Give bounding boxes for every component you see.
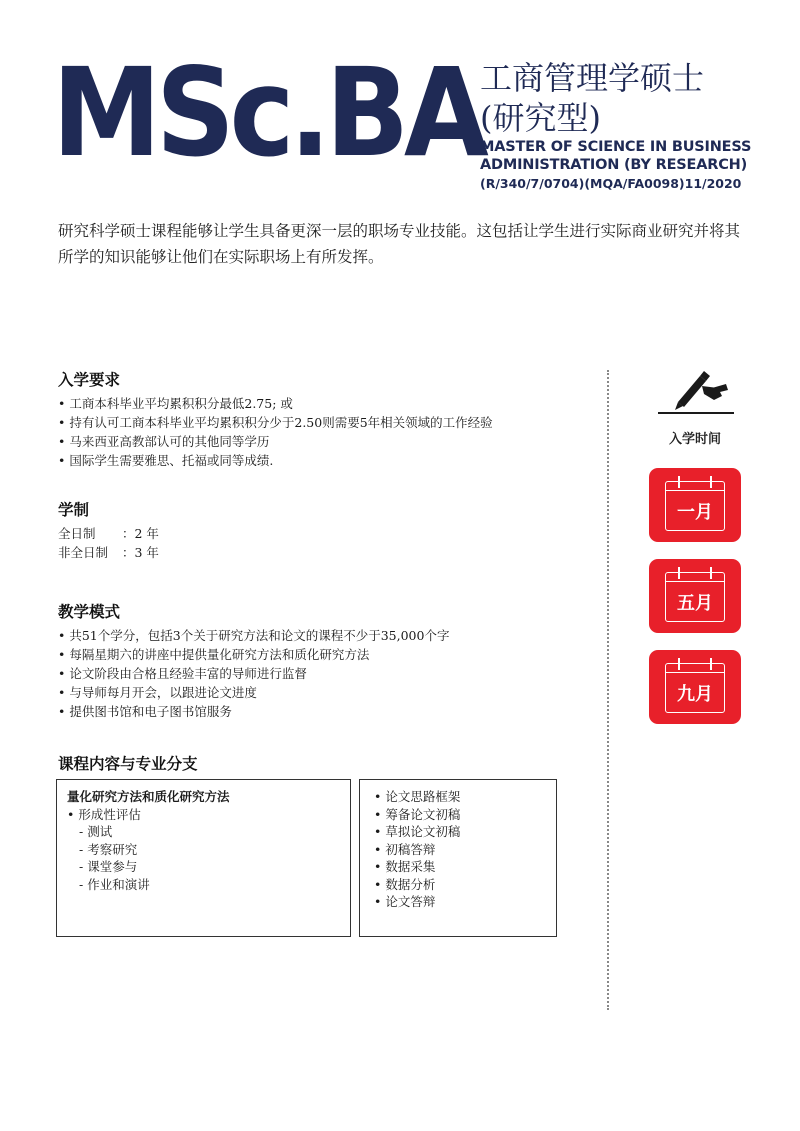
title-en-line-1: MASTER OF SCIENCE IN BUSINESS: [480, 139, 752, 155]
list-item: - 考察研究: [67, 841, 340, 859]
title-cn-line-2: (研究型): [480, 99, 601, 137]
list-item: • 与导师每月开会，以跟进论文进度: [58, 683, 598, 702]
accreditation-code: (R/340/7/0704)(MQA/FA0098)11/2020: [480, 176, 742, 191]
teaching-list: [58, 626, 598, 721]
list-item: • 初稿答辩: [374, 841, 436, 857]
list-item: - 课堂参与: [67, 858, 340, 876]
list-item: • 工商本科毕业平均累积积分最低2.75; 或: [58, 394, 598, 413]
list-item: • 数据分析: [374, 876, 436, 892]
list-item: - 测试: [67, 823, 340, 841]
part-time-value: ：3 年: [122, 545, 159, 560]
dotted-divider: [607, 370, 609, 1010]
admission-section: [58, 368, 598, 470]
month-label: 五月: [677, 593, 713, 614]
teaching-title: 教学模式: [58, 602, 121, 621]
list-item: • 草拟论文初稿: [374, 824, 461, 839]
list-item: • 国际学生需要雅思、托福或同等成绩.: [58, 451, 598, 470]
methods-box-title: 量化研究方法和质化研究方法: [67, 789, 230, 804]
courses-title: 课程内容与专业分支: [58, 754, 198, 773]
list-item: • 每隔星期六的讲座中提供量化研究方法和质化研究方法: [58, 645, 598, 664]
list-item: • 数据采集: [374, 859, 436, 874]
program-title-en: [480, 138, 751, 174]
list-item: • 论文答辩: [374, 894, 436, 909]
list-item: • 论文阶段由合格且经验丰富的导师进行监督: [58, 664, 598, 683]
teaching-section: [58, 600, 598, 721]
thesis-box: [359, 779, 557, 937]
intake-label: 入学时间: [668, 432, 721, 447]
formative-assessment-label: 形成性评估: [78, 806, 141, 822]
intake-may: [649, 559, 741, 633]
duration-section: [58, 498, 598, 562]
month-label: 一月: [677, 502, 713, 523]
month-label: 九月: [677, 684, 713, 705]
intro-paragraph: 研究科学硕士课程能够让学生具备更深一层的职场专业技能。这包括让学生进行实际商业研究并将其所学的知识能够让他们在实际职场上有所发挥。: [58, 222, 741, 266]
intake-january: [649, 468, 741, 542]
program-logo: MSc.BA: [52, 42, 484, 184]
list-item: • 提供图书馆和电子图书馆服务: [58, 702, 598, 721]
full-time-value: ：2 年: [122, 526, 159, 541]
program-title-cn: [480, 58, 704, 138]
formative-assessment: • 形成性评估: [67, 806, 141, 822]
full-time-label: 全日制: [58, 526, 96, 541]
admission-list: [58, 394, 598, 470]
admission-title: 入学要求: [58, 370, 121, 389]
full-time-row: [58, 524, 598, 543]
list-item: • 论文思路框架: [374, 789, 461, 804]
courses-section: [58, 752, 598, 778]
intake-september: [649, 650, 741, 724]
title-cn-line-1: 工商管理学硕士: [480, 59, 705, 97]
part-time-label: 非全日制: [58, 545, 109, 560]
methods-box: [56, 779, 351, 937]
part-time-row: [58, 543, 598, 562]
title-en-line-2: ADMINISTRATION (BY RESEARCH): [480, 157, 748, 173]
list-item: • 共51个学分，包括3个关于研究方法和论文的课程不少于35,000个字: [58, 626, 598, 645]
list-item: • 持有认可工商本科毕业平均累积积分少于2.50则需要5年相关领域的工作经验: [58, 413, 598, 432]
list-item: • 筹备论文初稿: [374, 806, 461, 822]
pen-writing-icon: [656, 368, 736, 416]
list-item: • 马来西亚高教部认可的其他同等学历: [58, 432, 598, 451]
duration-title: 学制: [58, 500, 90, 519]
list-item: - 作业和演讲: [67, 876, 340, 894]
